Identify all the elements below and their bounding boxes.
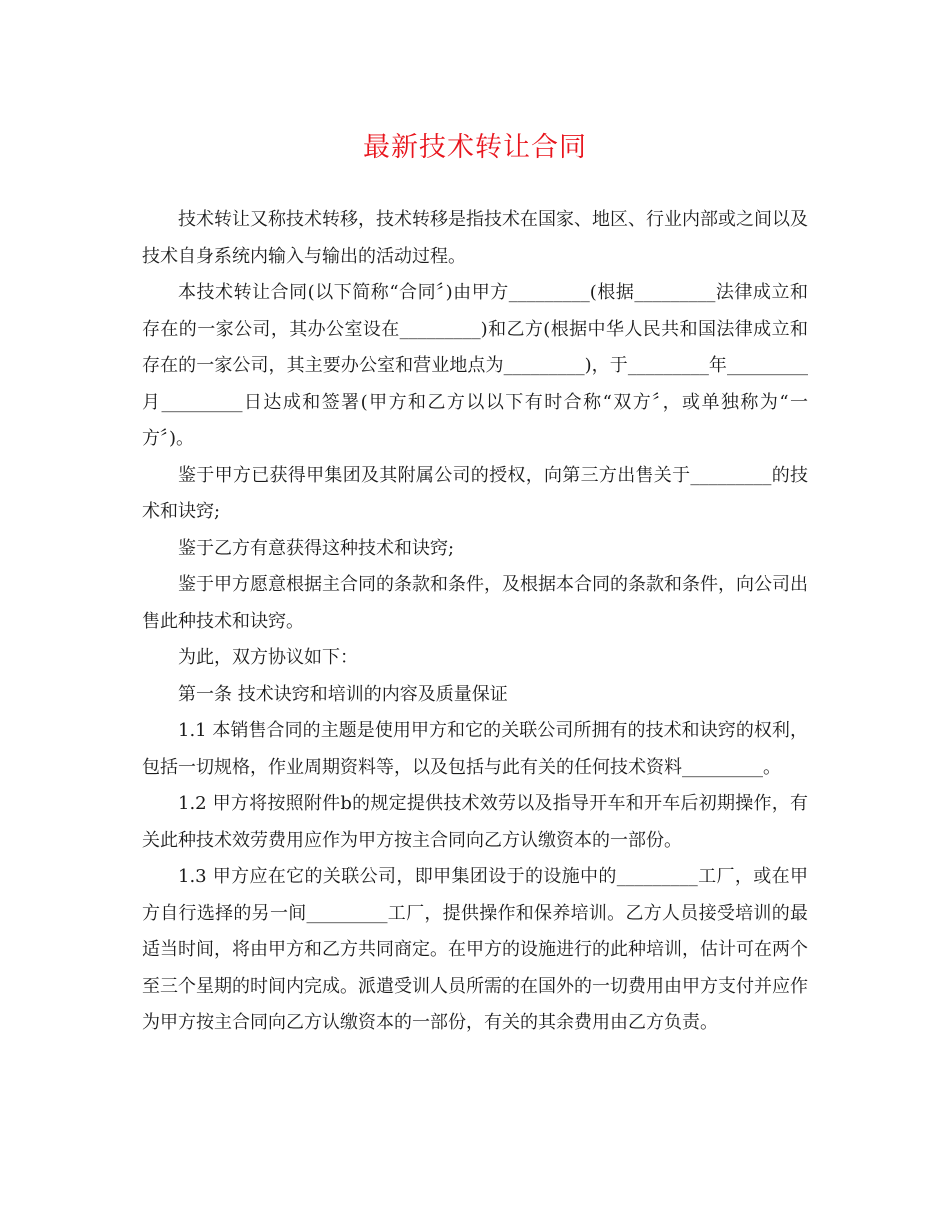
intro-paragraph: 技术转让又称技术转移，技术转移是指技术在国家、地区、行业内部或之间以及技术自身系统内输入与输出的活动过程。	[142, 209, 808, 267]
clause-1-1: 1.1 本销售合同的主题是使用甲方和它的关联公司所拥有的技术和诀窍的权利，包括一切规格，作业周期资料等，以及包括与此有关的任何技术资料_________。	[142, 720, 808, 778]
article-1-heading: 第一条 技术诀窍和培训的内容及质量保证	[178, 683, 508, 705]
clause-1-2: 1.2 甲方将按照附件b的规定提供技术效劳以及指导开车和开车后初期操作，有关此种技术效劳费用应作为甲方按主合同向乙方认缴资本的一部份。	[142, 793, 808, 851]
clause-1-3: 1.3 甲方应在它的关联公司，即甲集团设于的设施中的_________工厂，或在甲方自行选择的另一间_________工厂，提供操作和保养培训。乙方人员接受培训的最适当时间，将由甲方和乙方共同商定。在甲方的设施进行的此种培训，估计可在两个至三个星期的时间内完成。派遣受训人员所需的在国外的一切费用由甲方支付并应作为甲方按主合同向乙方认缴资本的一部份，有关的其余费用由乙方负责。	[142, 866, 808, 1033]
recital-paragraph-2: 鉴于乙方有意获得这种技术和诀窍;	[178, 537, 455, 559]
recital-paragraph-1: 鉴于甲方已获得甲集团及其附属公司的授权，向第三方出售关于_________的技术和诀窍;	[142, 464, 808, 522]
parties-paragraph: 本技术转让合同(以下简称“合同〞)由甲方_________(根据_________法律成立和存在的一家公司，其办公室设在_________)和乙方(根据中华人民共和国法律成立和存在的一家公司，其主要办公室和营业地点为_________)，于_________年_________月_________日达成和签署(甲方和乙方以以下有时合称“双方〞，或单独称为“一方〞)。	[142, 282, 808, 449]
agreement-lead-paragraph: 为此，双方协议如下：	[178, 647, 358, 668]
document-body	[142, 202, 808, 1042]
document-title: 最新技术转让合同	[363, 132, 587, 163]
recital-paragraph-3: 鉴于甲方愿意根据主合同的条款和条件，及根据本合同的条款和条件，向公司出售此种技术和诀窍。	[142, 574, 808, 632]
